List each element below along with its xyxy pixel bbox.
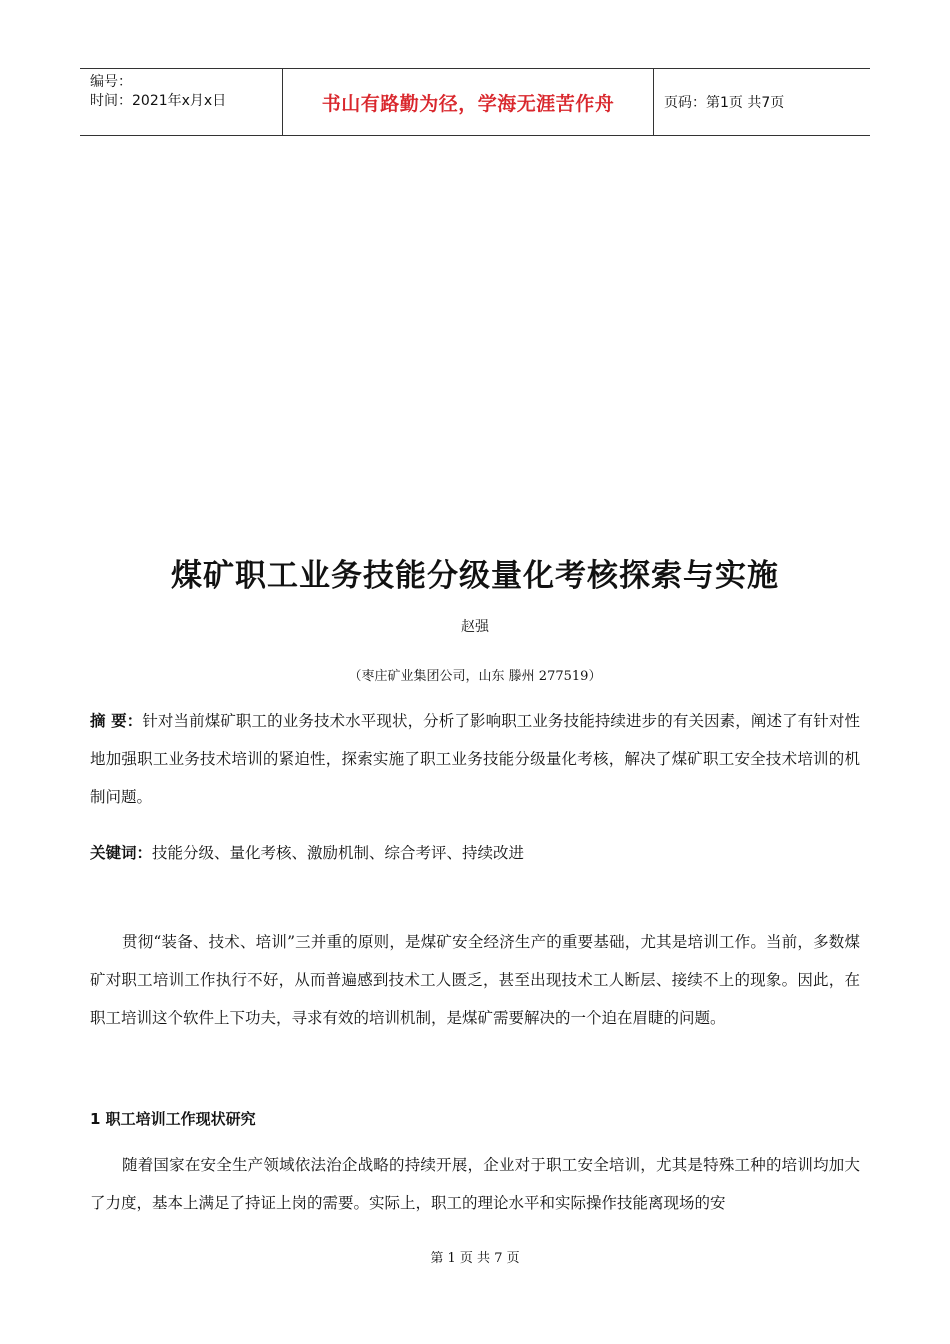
keywords-text: 技能分级、量化考核、激励机制、综合考评、持续改进	[152, 844, 525, 862]
abstract	[90, 702, 860, 816]
keywords-label: 关键词：	[90, 844, 153, 862]
body-paragraph-1: 贯彻“装备、技术、培训”三并重的原则，是煤矿安全经济生产的重要基础，尤其是培训工作。当前，多数煤矿对职工培训工作执行不好，从而普遍感到技术工人匮乏，甚至出现技术工人断层、接续不上的现象。因此，在职工培训这个软件上下功夫，寻求有效的培训机制，是煤矿需要解决的一个迫在眉睫的问题。	[90, 933, 860, 1027]
document-date: 时间：2021年x月x日	[90, 93, 227, 109]
header-motto-cell	[282, 69, 654, 135]
header-motto: 书山有路勤为径，学海无涯苦作舟	[321, 92, 615, 115]
article-author: 赵强	[461, 619, 489, 635]
keywords	[90, 834, 860, 872]
page-footer: 第 1 页 共 7 页	[430, 1251, 520, 1266]
article-affiliation: （枣庄矿业集团公司，山东 滕州 277519）	[348, 669, 602, 684]
header-info-cell	[80, 69, 282, 135]
body-paragraph-2: 随着国家在安全生产领域依法治企战略的持续开展，企业对于职工安全培训，尤其是特殊工种的培训均加大了力度，基本上满足了持证上岗的需要。实际上，职工的理论水平和实际操作技能离现场的安	[90, 1156, 860, 1212]
document-header	[80, 68, 870, 136]
abstract-label: 摘 要：	[90, 712, 143, 730]
header-page-cell	[654, 69, 870, 135]
section-heading-1: 1 职工培训工作现状研究	[90, 1110, 256, 1128]
header-page-code: 页码：第1页 共7页	[664, 95, 785, 111]
abstract-text: 针对当前煤矿职工的业务技术水平现状，分析了影响职工业务技能持续进步的有关因素，阐述了有针对性地加强职工业务技术培训的紧迫性，探索实施了职工业务技能分级量化考核，解决了煤矿职工安全技术培训的机制问题。	[90, 712, 860, 806]
article-title: 煤矿职工业务技能分级量化考核探索与实施	[171, 558, 779, 594]
document-number: 编号：	[90, 74, 132, 90]
